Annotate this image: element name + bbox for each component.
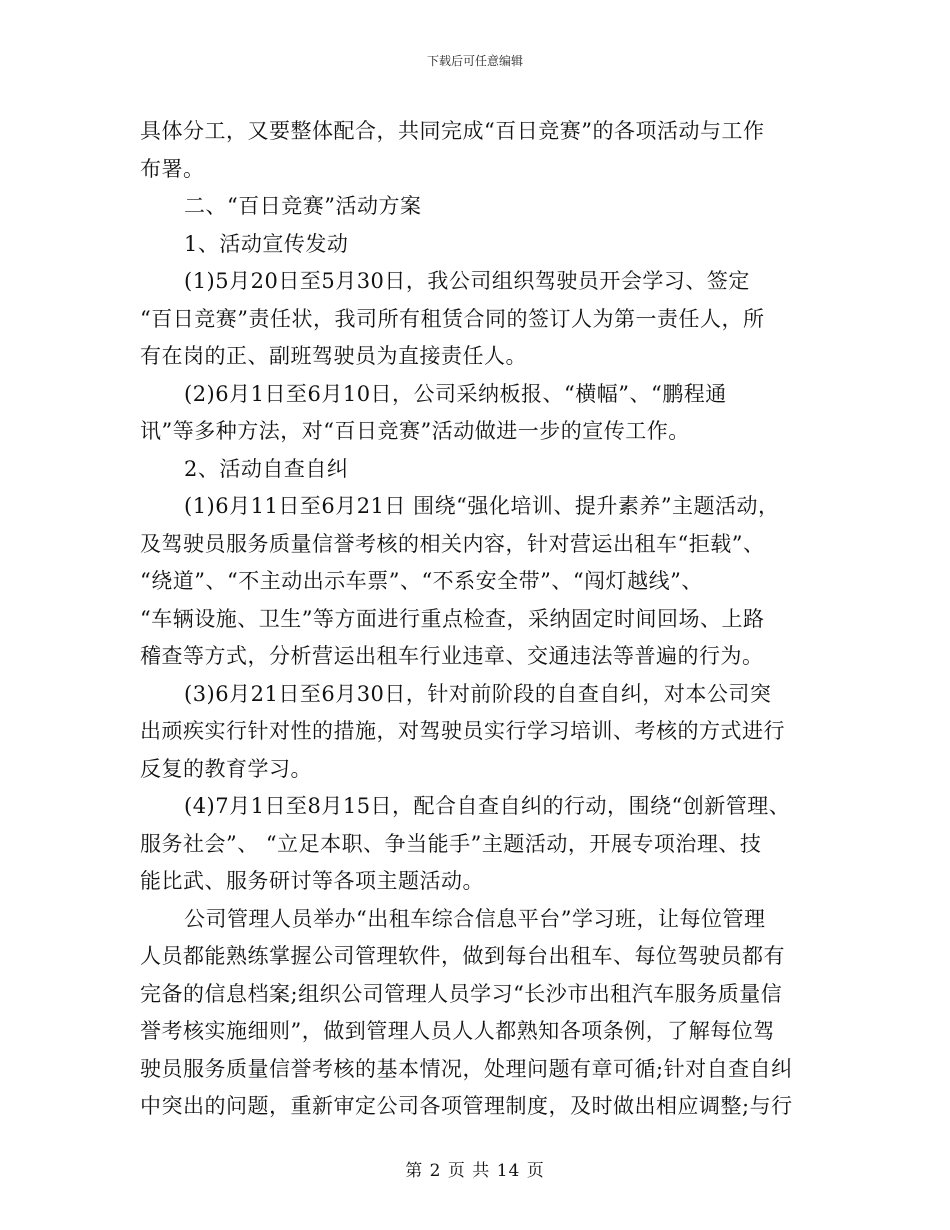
text-line: (3)6月21日至6月30日，针对前阶段的自查自纠，对本公司突 (184, 681, 772, 706)
text-line: “车辆设施、卫生”等方面进行重点检查，采纳固定时间回场、上路 (140, 606, 765, 631)
text-line: 1、活动宣传发动 (184, 231, 349, 256)
text-line: 人员都能熟练掌握公司管理软件，做到每台出租车、每位驾驶员都有 (140, 944, 785, 968)
text-line: 能比武、服务研讨等各项主题活动。 (140, 869, 484, 893)
text-line: 公司管理人员举办“出租车综合信息平台”学习班，让每位管理 (184, 906, 766, 931)
text-line: 二、“百日竞赛”活动方案 (184, 194, 422, 218)
document-body (140, 113, 820, 1126)
text-line: 驶员服务质量信誉考核的基本情况，处理问题有章可循;针对自查自纠 (140, 1056, 793, 1081)
text-line: 及驾驶员服务质量信誉考核的相关内容，针对营运出租车“拒载”、 (140, 531, 765, 556)
text-line: “百日竞赛”责任状，我司所有租赁合同的签订人为第一责任人，所 (140, 306, 765, 331)
text-line: 完备的信息档案;组织公司管理人员学习“长沙市出租汽车服务质量信 (140, 981, 783, 1006)
text-line: (2)6月1日至6月10日，公司采纳板报、“横幅”、“鹏程通 (184, 381, 727, 406)
text-line: (1)6月11日至6月21日 围绕“强化培训、提升素养”主题活动， (184, 494, 780, 518)
text-line: 服务社会”、 “立足本职、争当能手”主题活动，开展专项治理、技 (140, 831, 762, 856)
text-line: “绕道”、“不主动出示车票”、“不系安全带”、“闯灯越线”、 (140, 569, 703, 593)
text-line: 讯”等多种方法，对“百日竞赛”活动做进一步的宣传工作。 (140, 419, 690, 443)
page-header-note: 下载后可任意编辑 (426, 54, 523, 68)
text-line: (4)7月1日至8月15日，配合自查自纠的行动，围绕“创新管理、 (184, 794, 791, 818)
text-line: 反复的教育学习。 (140, 756, 312, 781)
text-line: 具体分工，又要整体配合，共同完成“百日竞赛”的各项活动与工作 (140, 119, 765, 143)
text-line: (1)5月20日至5月30日，我公司组织驾驶员开会学习、签定 (184, 269, 750, 293)
text-line: 誉考核实施细则”，做到管理人员人人都熟知各项条例，了解每位驾 (140, 1019, 775, 1043)
text-line: 2、活动自查自纠 (184, 456, 349, 481)
text-line: 布署。 (140, 156, 205, 181)
text-line: 中突出的问题，重新审定公司各项管理制度，及时做出相应调整;与行 (140, 1094, 793, 1118)
page-footer: 第 2 页 共 14 页 (405, 1161, 545, 1181)
text-line: 稽查等方式，分析营运出租车行业违章、交通违法等普遍的行为。 (140, 644, 764, 668)
text-line: 出顽疾实行针对性的措施，对驾驶员实行学习培训、考核的方式进行 (140, 719, 785, 743)
text-line: 有在岗的正、副班驾驶员为直接责任人。 (140, 344, 527, 368)
